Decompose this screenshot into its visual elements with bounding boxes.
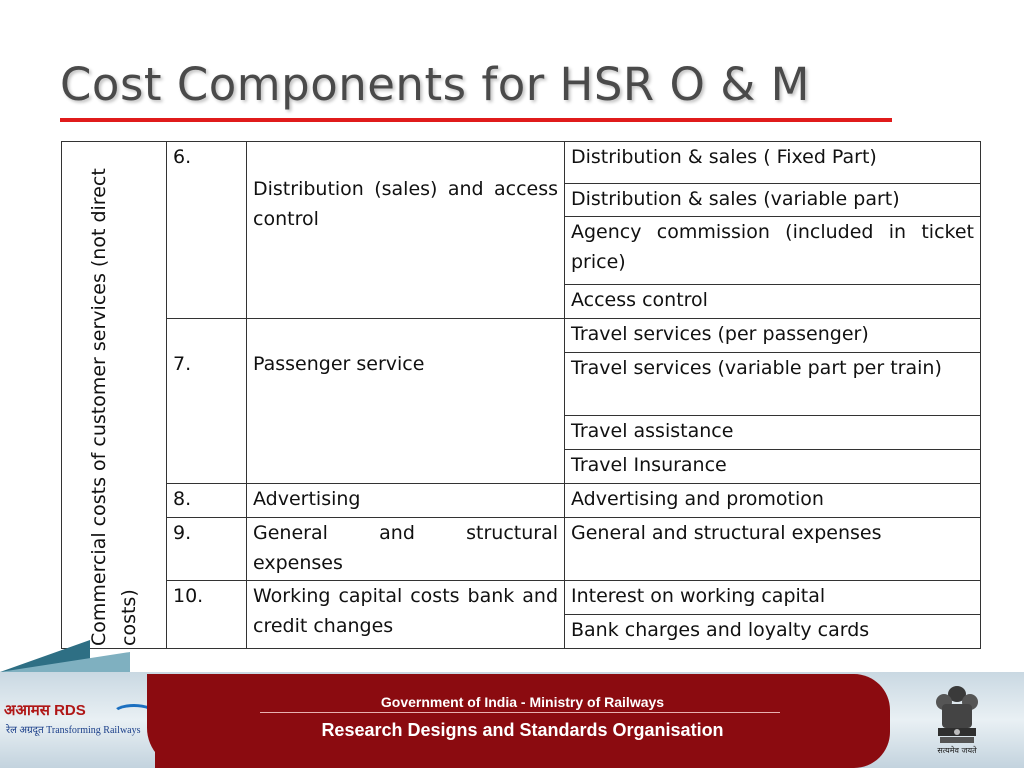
table-row (62, 142, 981, 184)
footer-banner (155, 674, 890, 768)
sub-component-cell: Bank charges and loyalty cards (565, 615, 981, 649)
component-cell: Working capital costs bank and credit changes (247, 581, 565, 649)
footer-wedge-decoration-light (0, 652, 130, 672)
title-underline (60, 118, 892, 122)
row-number: 8. (167, 484, 247, 518)
table-row (62, 518, 981, 581)
sub-component-cell: Agency commission (included in ticket price) (565, 217, 981, 285)
footer-org-text: Research Designs and Standards Organisation (321, 720, 724, 740)
cost-components-table (61, 141, 981, 649)
rdso-logo-text: अआमस RDS (4, 702, 86, 719)
footer-divider (260, 712, 780, 713)
component-cell: General and structural expenses (247, 518, 565, 581)
sub-component-cell: Interest on working capital (565, 581, 981, 615)
rdso-logo (2, 700, 152, 740)
sub-component-cell: Distribution & sales (variable part) (565, 184, 981, 217)
sub-component-cell: Advertising and promotion (565, 484, 981, 518)
row-number: 7. (167, 319, 247, 484)
row-number: 10. (167, 581, 247, 649)
footer-ministry-text: Government of India - Ministry of Railways (380, 694, 665, 710)
sub-component-cell: Travel services (variable part per train) (565, 353, 981, 416)
side-label: Commercial costs of customer services (not direct costs) (88, 168, 140, 646)
rdso-logo-tagline: रेल अग्रदूत Transforming Railways (6, 725, 141, 736)
sub-component-cell: Travel assistance (565, 416, 981, 450)
component-cell: Distribution (sales) and access control (247, 142, 565, 319)
table-row (62, 319, 981, 353)
sub-component-cell: Distribution & sales ( Fixed Part) (565, 142, 981, 184)
row-number: 6. (167, 142, 247, 319)
sub-component-cell: General and structural expenses (565, 518, 981, 581)
national-emblem-icon (928, 682, 986, 752)
slide-title: Cost Components for HSR O & M (60, 58, 810, 111)
component-cell: Passenger service (247, 319, 565, 484)
sub-component-cell: Travel Insurance (565, 450, 981, 484)
sub-component-cell: Travel services (per passenger) (565, 319, 981, 353)
side-label-cell (62, 142, 167, 649)
row-number: 9. (167, 518, 247, 581)
component-cell: Advertising (247, 484, 565, 518)
table-row (62, 484, 981, 518)
emblem-caption: सत्यमेव जयते (937, 746, 977, 755)
table-row (62, 581, 981, 615)
sub-component-cell: Access control (565, 285, 981, 319)
